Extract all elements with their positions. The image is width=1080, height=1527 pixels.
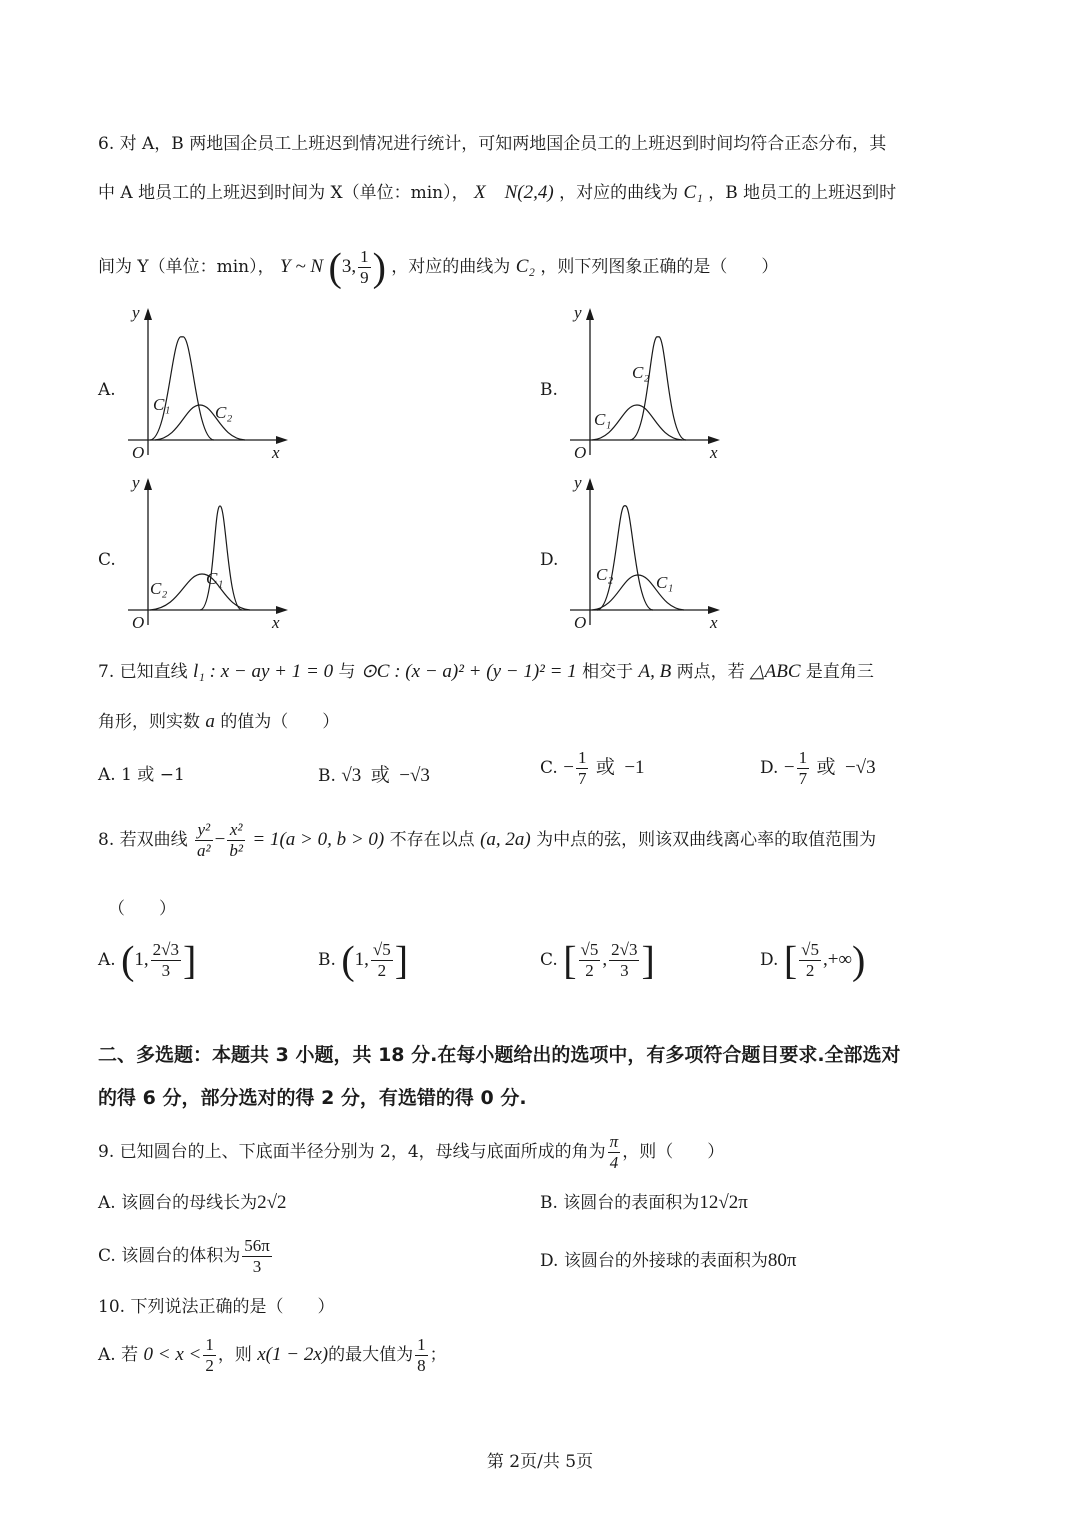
graph-c-x-label: x [272,613,280,632]
q7-line1c: 相交于 [582,662,634,682]
q10-option-a-end: ； [429,1345,447,1365]
q6-c2: C₂ [515,256,535,277]
q8-x2: x² [227,820,245,841]
q7-option-b-text: √3 或 −√3 [341,765,430,786]
q8-b2: b² [229,841,243,860]
graph-b-x-label: x [710,443,718,462]
q7-line-eq: l₁ : x − ay + 1 = 0 [193,661,334,682]
graph-d-y-arrow [586,478,594,490]
q7-circle-eq: ⊙C : (x − a)² + (y − 1)² = 1 [360,661,577,682]
q8-option-c-frac2 [609,940,639,981]
paren-close: ) [372,244,386,290]
q10-option-a-prefix: A. 若 [98,1345,139,1365]
q8-option-c-comma: , [602,949,608,970]
q8-option-b-den: 2 [377,961,387,980]
q7-option-d-den: 7 [798,769,808,788]
q7-points: A, B [638,661,672,682]
q6-line1: 6. 对 A，B 两地国企员工上班迟到情况进行统计，可知两地国企员工的上班迟到时间均符合正态分布，其 [98,134,887,154]
q8-option-c-num2: 2√3 [611,940,638,959]
q7-option-b[interactable] [318,760,430,787]
q9-option-d[interactable] [540,1246,796,1272]
q7-option-a[interactable]: A. 1 或 −1 [98,765,185,785]
q10-option-a-num1: 1 [205,1335,214,1354]
q9-line1 [98,1132,724,1173]
graph-b-c2-label: C₂ [632,363,650,382]
graph-d-y-label: y [574,473,582,492]
q8-option-c-den1: 2 [585,961,594,980]
page-footer: 第 2页/共 5页 [486,1452,594,1472]
q8-option-c-den2: 3 [620,961,629,980]
q8-option-b-left: 1, [354,949,369,970]
q8-line1c: 为中点的弦，则该双曲线离心率的取值范围为 [536,830,877,850]
graph-a-y-arrow [144,308,152,320]
q9-four: 4 [609,1153,619,1172]
q7-line1b: 与 [338,662,356,682]
q7-option-c-rest: 或 −1 [595,757,645,778]
q6-option-d[interactable]: D. [540,550,559,570]
q7-option-d-rest: 或 −√3 [816,757,876,778]
q10-option-a-den1: 2 [205,1356,214,1375]
q8-option-a-num: 2√3 [152,940,180,959]
q8-option-a-frac [151,940,181,981]
q7-option-d-label: D. [760,758,779,778]
q7-line2b: 的值为（ ） [220,712,340,732]
graph-c-y-arrow [144,478,152,490]
section2-line1: 二、多选题：本题共 3 小题，共 18 分.在每小题给出的选项中，有多项符合题目要求.全部选对 [98,1044,901,1066]
q9-option-d-value: 80π [767,1250,797,1271]
q6-line2 [98,181,896,205]
q8-option-a-open: ( [121,937,135,983]
q8-line1b: 不存在以点 [389,830,475,850]
q10-option-a-den2: 8 [417,1356,426,1375]
q8-line2: （ ） [108,899,176,919]
q8-frac-y [195,820,213,861]
q8-minus: − [214,829,226,850]
graph-a-x-label: x [272,443,280,462]
q7-option-c-label: C. [540,758,558,778]
q8-a2: a² [197,841,211,860]
q6-line3d: ，则下列图象正确的是（ ） [540,257,779,277]
q6-c1: C₁ [683,182,703,203]
q10-option-a-then: ，则 [217,1345,252,1365]
q8-option-b[interactable] [318,937,409,983]
graph-a-c1-label: C₁ [153,395,171,414]
q6-dist-x: X N(2,4) [474,182,554,203]
q6-option-b[interactable]: B. [540,380,558,400]
q10-option-a-ineq: 0 < x < [143,1344,202,1365]
q8-option-b-label: B. [318,950,336,970]
q8-option-c-close: ] [641,937,655,983]
q7-line1a: 7. 已知直线 [98,662,188,682]
graph-d-curve-c2 [597,506,653,610]
paren-open: ( [328,244,342,290]
q6-dist-y: Y ~ N [280,256,324,277]
graph-c-y-label: y [132,473,140,492]
q7-var-a: a [205,711,215,732]
q9-option-a[interactable] [98,1188,287,1214]
q8-option-a-den: 3 [161,961,171,980]
graph-c-origin: O [132,613,145,632]
q8-option-d-label: D. [760,950,779,970]
q8-option-b-frac [371,940,393,981]
q6-mu: 3, [341,256,357,277]
q8-line1a: 8. 若双曲线 [98,830,188,850]
q8-option-a[interactable] [98,937,197,983]
q8-line1 [98,820,876,861]
q9-option-a-text: A. 该圆台的母线长为 [98,1193,258,1213]
q7-option-c-minus: − [563,757,574,778]
q9-option-c-frac [242,1236,272,1277]
q8-option-c[interactable] [540,937,655,983]
q8-option-c-open: [ [563,937,577,983]
q10-line1: 10. 下列说法正确的是（ ） [98,1297,335,1317]
q9-line1a: 9. 已知圆台的上、下底面半径分别为 2，4，母线与底面所成的角为 [98,1142,606,1162]
q8-frac-x [227,820,245,861]
q10-option-a-num2: 1 [417,1335,426,1354]
q10-option-a-max: 的最大值为 [328,1345,414,1365]
q9-option-b[interactable] [540,1188,748,1214]
q8-option-d-den: 2 [805,961,815,980]
q7-triangle: △ABC [750,661,801,682]
q9-option-d-text: D. 该圆台的外接球的表面积为 [540,1251,768,1271]
q6-frac-num: 1 [360,247,369,266]
graph-a-origin: O [132,443,145,462]
graph-d-x-label: x [710,613,718,632]
graph-c [120,470,300,640]
q6-line3b: ，对应的曲线为 [391,257,511,277]
graph-b [562,300,742,470]
q8-y2: y² [195,820,213,841]
q6-line3a: 间为 Y（单位：min）， [98,257,275,277]
q7-option-c-num: 1 [577,748,587,767]
section2-line2: 的得 6 分，部分选对的得 2 分，有选错的得 0 分. [98,1087,527,1109]
q8-option-c-frac1 [579,940,601,981]
q8-option-d-frac [799,940,821,981]
q8-option-a-close: ] [183,937,197,983]
q7-option-d-minus: − [783,757,795,778]
q7-line1e: 是直角三 [805,662,874,682]
graph-b-c1-label: C₁ [594,410,612,429]
q8-eq-rest: = 1(a > 0, b > 0) [252,829,385,850]
q7-option-d-frac [797,748,810,789]
q9-line1b: ，则（ ） [622,1142,725,1162]
graph-b-origin: O [574,443,587,462]
q9-angle-frac [608,1132,621,1173]
q10-option-a-frac2 [415,1335,428,1376]
graph-c-c2-label: C₂ [150,579,168,598]
q9-option-c[interactable] [98,1236,274,1277]
graph-d-c2-label: C₂ [596,565,614,584]
q8-point: (a, 2a) [480,829,531,850]
q9-option-a-value: 2√2 [257,1192,287,1213]
q8-option-a-label: A. [98,950,116,970]
q6-line2a: 中 A 地员工的上班迟到时间为 X（单位：min）， [98,183,469,203]
q9-option-c-text: C. 该圆台的体积为 [98,1246,241,1266]
q8-option-b-close: ] [394,937,409,983]
q7-line1 [98,660,874,684]
q9-option-c-num: 56π [244,1236,270,1255]
q7-option-c-den: 7 [577,769,587,788]
q8-option-b-num: √5 [372,940,391,959]
q7-option-c[interactable] [540,748,645,789]
graph-a-y-label: y [132,303,140,322]
q7-option-d[interactable] [760,748,876,789]
graph-d-origin: O [574,613,587,632]
q8-option-a-left: 1, [134,949,149,970]
q10-option-a[interactable] [98,1335,447,1376]
q7-line2a: 角形，则实数 [98,712,200,732]
q9-option-b-text: B. 该圆台的表面积为 [540,1193,700,1213]
q6-line2d: ，B 地员工的上班迟到时 [708,183,897,203]
graph-c-c1-label: C₁ [206,569,224,588]
q6-option-c[interactable]: C. [98,550,116,570]
graph-a [120,300,300,470]
q8-option-c-label: C. [540,950,558,970]
q7-option-b-label: B. [318,766,336,786]
q8-option-d-rest: ,+∞ [823,949,853,970]
q7-line2 [98,710,339,734]
q8-option-c-num1: √5 [580,940,599,959]
q10-option-a-expr: x(1 − 2x) [257,1344,329,1365]
q9-option-b-value: 12√2π [699,1192,748,1213]
q8-option-d-open: [ [783,937,798,983]
q8-option-b-open: ( [341,937,355,983]
graph-d [562,470,742,640]
q6-line3 [98,244,779,290]
q7-line1d: 两点，若 [676,662,745,682]
graph-c-curve-c1 [200,506,242,610]
q8-option-d-num: √5 [801,940,820,959]
graph-b-y-arrow [586,308,594,320]
graph-b-y-label: y [574,303,582,322]
graph-d-c1-label: C₁ [656,573,674,592]
graph-a-curve-c1 [150,337,214,440]
q9-pi: π [609,1132,619,1151]
q7-option-d-num: 1 [798,748,808,767]
q6-option-a[interactable]: A. [98,380,116,400]
q9-option-c-den: 3 [252,1257,262,1276]
graph-a-c2-label: C₂ [215,403,233,422]
q6-fraction [358,247,371,288]
q10-option-a-frac1 [203,1335,216,1376]
q8-option-d-close: ) [852,937,866,983]
q6-frac-den: 9 [360,268,369,287]
q8-option-d[interactable] [760,937,866,983]
q7-option-c-frac [576,748,589,789]
q6-line2b: ，对应的曲线为 [559,183,679,203]
